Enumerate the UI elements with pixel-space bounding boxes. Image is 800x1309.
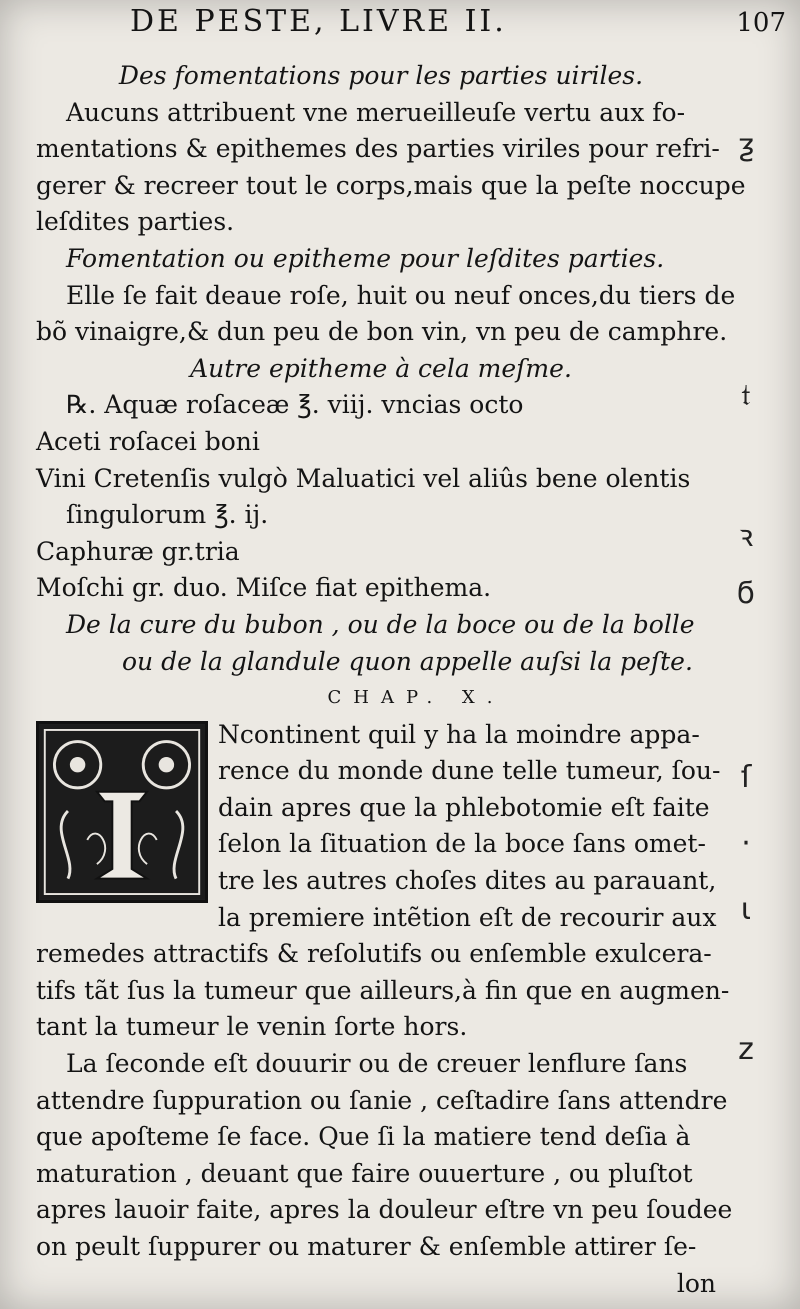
margin-note: 𝔱 <box>741 378 751 413</box>
margin-note: · <box>741 826 751 861</box>
margin-note: z <box>738 1032 754 1067</box>
margin-note: ϭ <box>736 576 756 611</box>
text-line: Aucuns attribuent vne merueilleuſe vertu aux fo- <box>66 97 686 127</box>
recipe-line: Moſchi gr. duo. Miſce fiat epithema. <box>36 573 492 603</box>
page-text <box>36 58 746 1302</box>
margin-note: ꝛ <box>738 519 754 554</box>
text-line: Ncontinent quil y ha la moindre appa- <box>218 719 700 749</box>
text-line: tant la tumeur le venin ſorte hors. <box>36 1012 468 1042</box>
text-line: apres lauoir faite, apres la douleur eſtre vn peu ſoudee <box>36 1195 733 1225</box>
text-line: mentations & epithemes des parties viriles pour refri- <box>36 134 720 164</box>
text-line: leſdites parties. <box>36 207 235 237</box>
margin-note: ι <box>740 892 752 927</box>
chapter-title: ou de la glandule quon appelle auſsi la peſte. <box>122 646 693 676</box>
section-heading: Autre epitheme à cela meſme. <box>190 353 572 383</box>
margin-note: ƺ <box>738 128 754 163</box>
text-line: dain apres que la phlebotomie eſt faite <box>218 792 710 822</box>
recipe-line: Aceti roſacei boni <box>36 426 260 456</box>
text-line: la premiere intẽtion eſt de recourir aux <box>218 902 717 932</box>
recipe-line: Caphuræ gr.tria <box>36 536 240 566</box>
text-line: gerer & recreer tout le corps,mais que la peſte noccupe <box>36 170 746 200</box>
text-line: tre les autres choſes dites au parauant, <box>218 866 717 896</box>
section-heading: Des fomentations pour les parties uiriles. <box>118 61 644 90</box>
decorated-initial-icon <box>36 721 208 903</box>
text-line: on peult ſuppurer ou maturer & enſemble attirer ſe- <box>36 1232 697 1261</box>
text-line: Elle ſe fait deaue roſe, huit ou neuf onces,du tiers de <box>66 280 736 310</box>
text-line: attendre ſuppuration ou ſanie , ceſtadire ſans attendre <box>36 1085 728 1115</box>
running-title: DE PESTE, LIVRE II. <box>130 4 507 39</box>
recipe-line: ſingulorum ℥. ij. <box>66 500 269 530</box>
recipe-line: Vini Cretenſis vulgò Maluatici vel aliûs bene olentis <box>36 463 691 493</box>
text-line: bõ vinaigre,& dun peu de bon vin, vn peu de camphre. <box>36 317 728 347</box>
recipe-line: ℞. Aquæ roſaceæ ℥. viij. vncias octo <box>66 390 524 420</box>
page-header <box>130 4 786 38</box>
text-line: remedes attractifs & reſolutifs ou enſemble exulcera- <box>36 939 712 969</box>
dropcap-block <box>36 717 726 937</box>
text-line: rence du monde dune telle tumeur, ſou- <box>218 756 721 786</box>
text-line: maturation , deuant que faire ouuerture , ou pluſtot <box>36 1158 693 1188</box>
text-line: ſelon la ſituation de la boce ſans omet- <box>218 829 706 859</box>
chapter-number: CHAP. X. <box>327 687 505 709</box>
page-number: 107 <box>736 8 786 38</box>
catchword: lon <box>676 1268 716 1298</box>
text-line: La ſeconde eſt douurir ou de creuer lenflure ſans <box>66 1049 688 1079</box>
margin-note: ſ <box>740 760 752 795</box>
text-line: que apoſteme ſe face. Que ſi la matiere tend deſia à <box>36 1122 691 1152</box>
section-heading: Fomentation ou epitheme pour leſdites parties. <box>66 243 665 273</box>
chapter-title: De la cure du bubon , ou de la boce ou de la bolle <box>66 609 695 639</box>
text-line: tifs tãt ſus la tumeur que ailleurs,à fin que en augmen- <box>36 975 730 1005</box>
